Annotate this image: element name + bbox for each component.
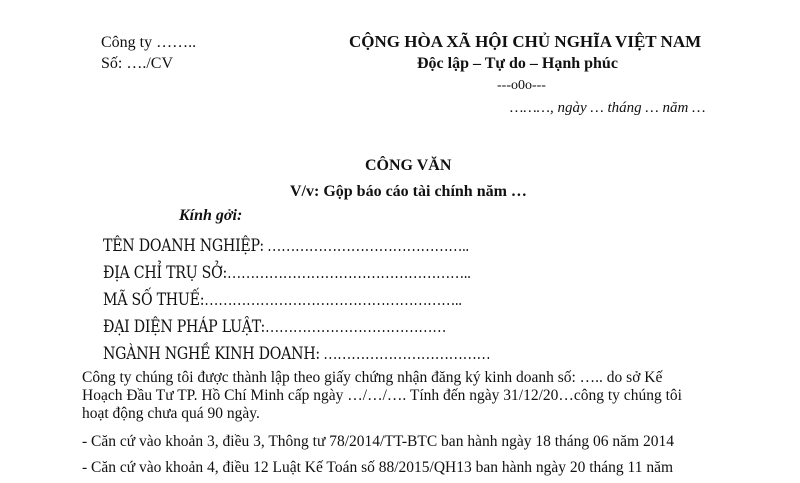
field-legal-representative xyxy=(103,317,446,337)
salutation: Kính gởi: xyxy=(179,207,243,224)
company-name-line: Công ty …….. xyxy=(101,34,197,51)
field-blank: ……………………………… xyxy=(319,344,491,363)
intro-paragraph-line-2: Hoạch Đầu Tư TP. Hồ Chí Minh cấp ngày …/…/…. Tính đến ngày 31/12/20…công ty chúng tôi xyxy=(82,387,682,404)
decorative-divider: ---o0o--- xyxy=(497,78,546,93)
document-number-line: Số: …./CV xyxy=(101,55,174,72)
field-label: ĐẠI DIỆN PHÁP LUẬT: xyxy=(103,317,266,336)
field-label: NGÀNH NGHỀ KINH DOANH: xyxy=(103,344,320,363)
field-company-name xyxy=(103,236,469,256)
field-label: ĐỊA CHỈ TRỤ SỞ: xyxy=(103,263,228,282)
national-motto: Độc lập – Tự do – Hạnh phúc xyxy=(417,55,618,72)
national-title: CỘNG HÒA XÃ HỘI CHỦ NGHĨA VIỆT NAM xyxy=(349,32,702,51)
intro-paragraph-line-1: Công ty chúng tôi được thành lập theo giấy chứng nhận đăng ký kinh doanh số: ….. do sở Kế xyxy=(82,369,663,386)
legal-basis-item-2: - Căn cứ vào khoản 4, điều 12 Luật Kế Toán số 88/2015/QH13 ban hành ngày 20 tháng 11 năm xyxy=(82,459,674,476)
field-tax-code xyxy=(103,290,462,310)
document-subject: V/v: Gộp báo cáo tài chính năm … xyxy=(290,183,527,200)
intro-paragraph-line-3: hoạt động chưa quá 90 ngày. xyxy=(82,405,260,422)
legal-basis-item-1: - Căn cứ vào khoản 3, điều 3, Thông tư 78/2014/TT-BTC ban hành ngày 18 tháng 06 năm 2014 xyxy=(82,433,674,450)
document-title: CÔNG VĂN xyxy=(365,157,452,174)
field-label: TÊN DOANH NGHIỆP: xyxy=(103,236,264,255)
place-date-line: ………, ngày … tháng … năm … xyxy=(510,100,706,116)
field-blank: …………………………………………….. xyxy=(227,263,471,282)
field-blank: …………………………………….. xyxy=(263,236,469,255)
field-head-office-address xyxy=(103,263,470,283)
field-label: MÃ SỐ THUẾ: xyxy=(103,290,205,309)
field-blank: ………………………………… xyxy=(265,317,447,336)
field-blank: ……………………………………………….. xyxy=(204,290,462,309)
field-business-line xyxy=(103,344,490,364)
